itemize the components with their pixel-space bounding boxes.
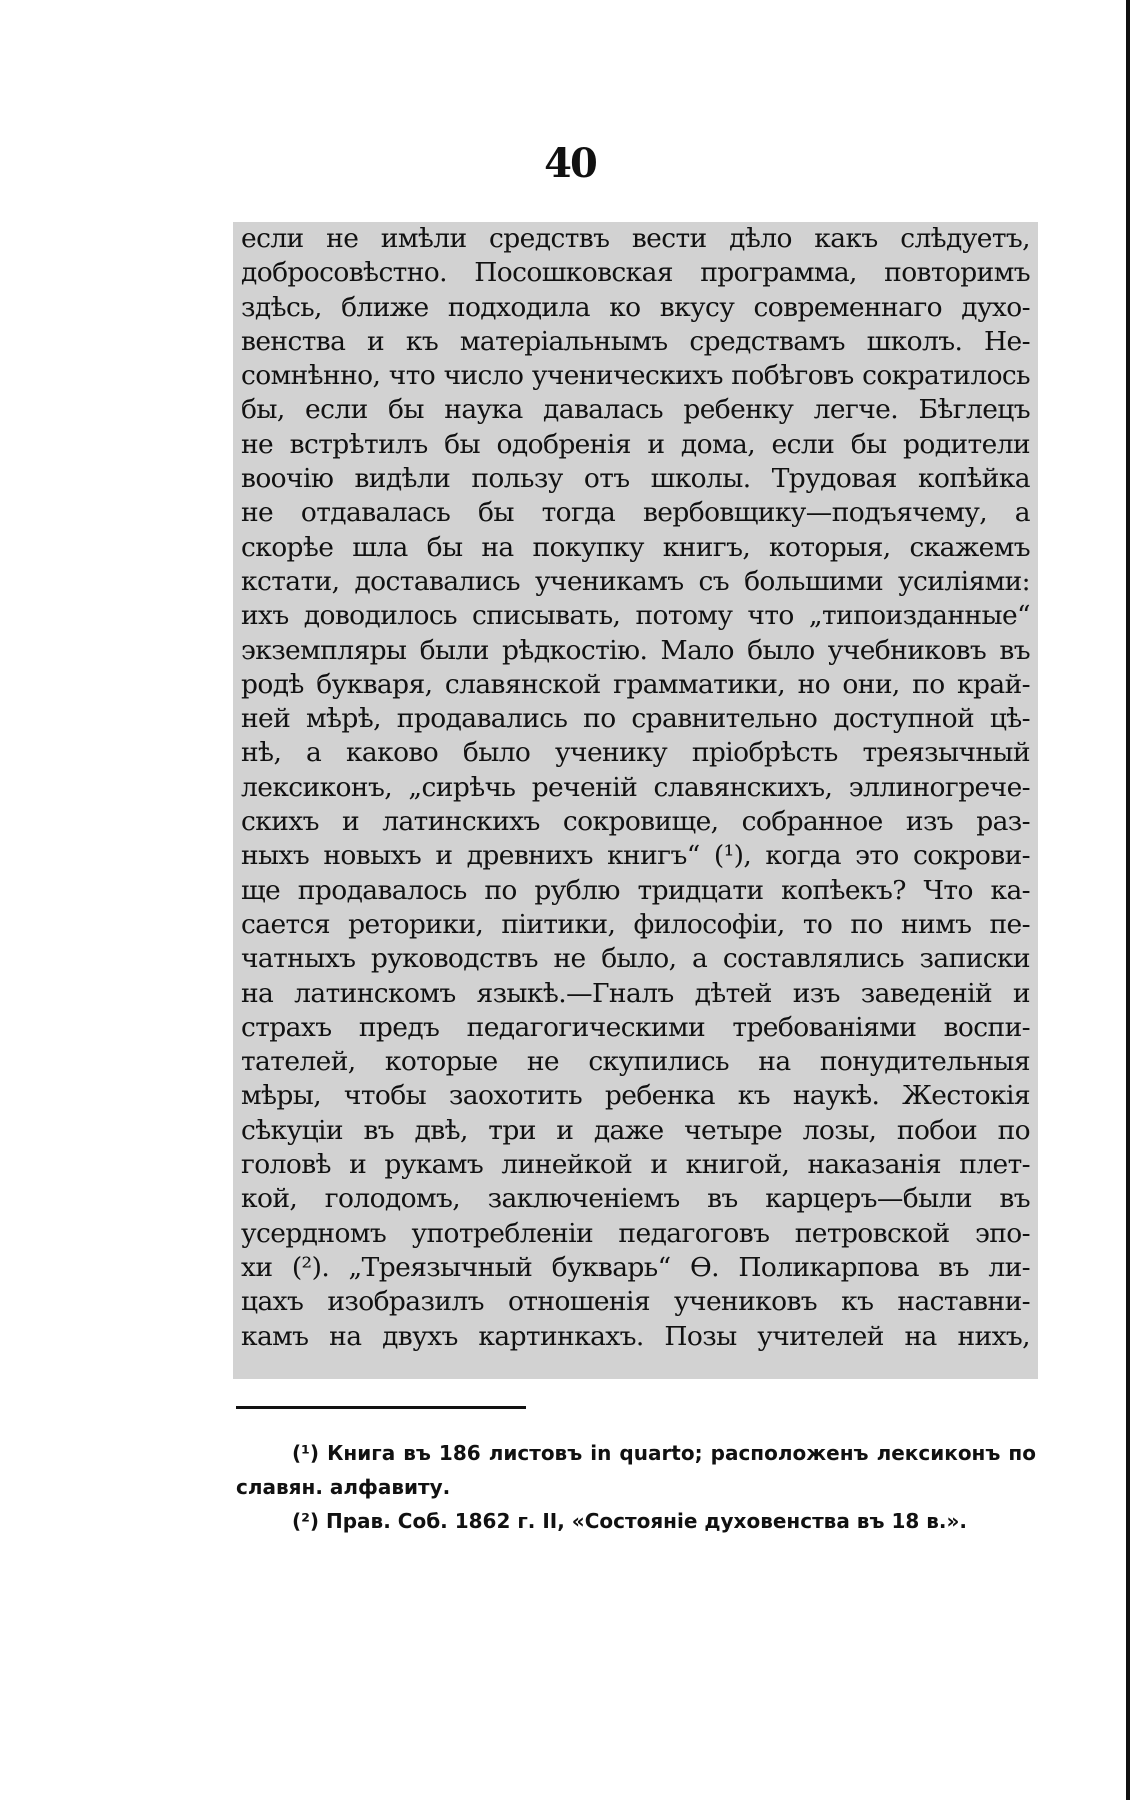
body-line: родѣ букваря, славянской грамматики, но они, по край- [241,668,1030,700]
body-line: мѣры, чтобы заохотить ребенка къ наукѣ. Жестокія [241,1080,1030,1112]
footnotes [236,1436,1036,1538]
body-line: здѣсь, ближе подходила ко вкусу современнаго духо- [241,291,1030,323]
body-line: ней мѣрѣ, продавались по сравнительно доступной цѣ- [241,703,1030,735]
body-line: усердномъ употребленіи педагоговъ петровской эпо- [241,1217,1030,1249]
body-line: если не имѣли средствъ вести дѣло какъ слѣдуетъ, [241,223,1030,254]
body-line: скорѣе шла бы на покупку книгъ, которыя, скажемъ [241,531,1030,563]
footnote-1-line-2: славян. алфавиту. [236,1475,451,1499]
body-line: нѣ, а каково было ученику пріобрѣсть треязычный [241,737,1030,769]
page-number: 40 [544,140,596,187]
body-line: чатныхъ руководствъ не было, а составлялись записки [241,943,1030,975]
body-line: ихъ доводилось списывать, потому что „типоизданные“ [241,600,1030,632]
body-line: венства и къ матеріальнымъ средствамъ школъ. Не- [241,325,1030,357]
body-line: сѣкуціи въ двѣ, три и даже четыре лозы, побои по [241,1114,1030,1146]
body-line: кой, голодомъ, заключеніемъ въ карцеръ—были въ [241,1183,1030,1215]
footnote-separator [236,1406,526,1409]
body-line: сомнѣнно, что число ученическихъ побѣговъ сократилось [241,360,1030,392]
body-line: ще продавалось по рублю тридцати копѣекъ? Что ка- [241,874,1030,906]
body-line: хи (²). „Треязычный букварь“ Ѳ. Поликарпова въ ли- [241,1251,1030,1283]
body-text [233,222,1038,1379]
body-line: головѣ и рукамъ линейкой и книгой, наказанія плет- [241,1149,1030,1181]
footnote-1-line-1: (¹) Книга въ 186 листовъ in quarto; расположенъ лексиконъ по [292,1441,1036,1465]
body-line: воочію видѣли пользу отъ школы. Трудовая копѣйка [241,463,1030,495]
body-line: кстати, доставались ученикамъ съ большими усиліями: [241,565,1030,597]
body-line: не отдавалась бы тогда вербовщику—подъячему, а [241,497,1030,529]
body-line: не встрѣтилъ бы одобренія и дома, если бы родители [241,428,1030,460]
body-line: тателей, которые не скупились на понудительныя [241,1046,1030,1078]
body-line: ныхъ новыхъ и древнихъ книгъ“ (¹), когда это сокрови- [241,840,1030,872]
body-line: страхъ предъ педагогическими требованіями воспи- [241,1011,1030,1043]
body-line: бы, если бы наука давалась ребенку легче. Бѣглецъ [241,394,1030,426]
footnote-2: (²) Прав. Соб. 1862 г. II, «Состояніе духовенства въ 18 в.». [292,1509,968,1533]
body-line: лексиконъ, „сирѣчь реченій славянскихъ, эллиногрече- [241,771,1030,803]
body-line: экземпляры были рѣдкостію. Мало было учебниковъ въ [241,634,1030,666]
body-line: добросовѣстно. Посошковская программа, повторимъ [241,257,1030,289]
body-line: на латинскомъ языкѣ.—Гналъ дѣтей изъ заведеній и [241,977,1030,1009]
body-line: камъ на двухъ картинкахъ. Позы учителей на нихъ, [241,1320,1030,1352]
page-edge-rule [1126,0,1130,1800]
body-line: сается реторики, піитики, философіи, то по нимъ пе- [241,908,1030,940]
body-line: скихъ и латинскихъ сокровище, собранное изъ раз- [241,806,1030,838]
body-line: цахъ изобразилъ отношенія учениковъ къ наставни- [241,1286,1030,1318]
